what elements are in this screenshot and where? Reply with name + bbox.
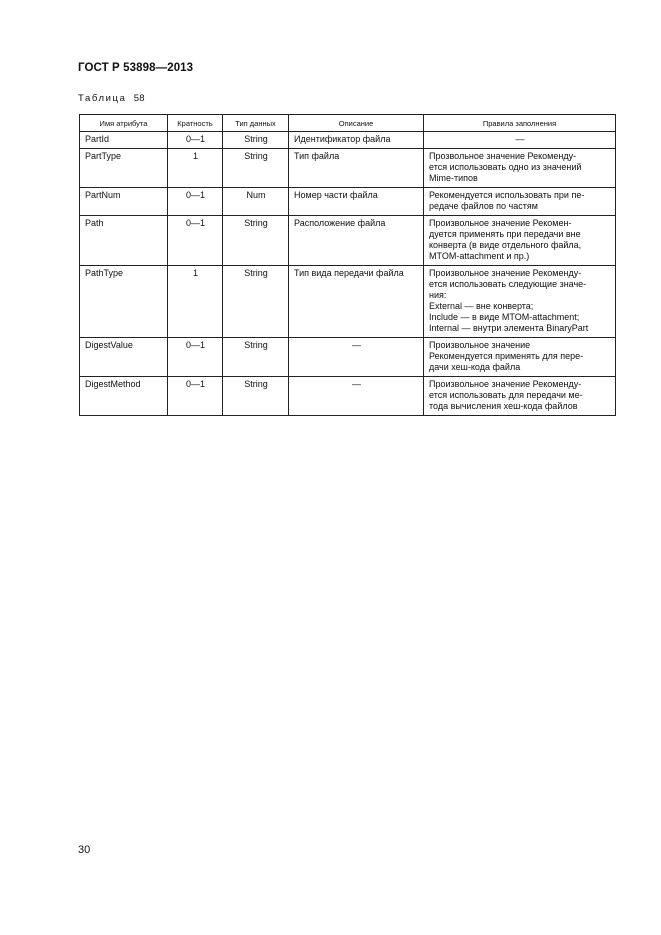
column-header-attribute-name: Имя атрибута [80,115,168,132]
table-row [80,149,616,188]
cell-multiplicity: 0—1 [168,132,223,149]
cell-attribute-name: Path [80,216,168,266]
cell-fill-rules [424,188,616,216]
fill-rule-line: Include — в виде MTOM-attachment; [429,312,580,322]
fill-rule-line: Mime-типов [429,173,478,183]
cell-multiplicity: 1 [168,149,223,188]
cell-attribute-name: PathType [80,266,168,338]
cell-data-type: String [223,338,289,377]
cell-fill-rules [424,266,616,338]
fill-rule-line: Произвольное значение Рекоменду- [429,379,582,389]
fill-rule-line: ется использовать для передачи ме- [429,390,583,400]
fill-rule-line: Internal — внутри элемента BinaryPart [429,323,589,333]
table-row [80,132,616,149]
cell-data-type: Num [223,188,289,216]
cell-attribute-name: DigestMethod [80,377,168,416]
cell-description: Тип файла [289,149,424,188]
table-row [80,338,616,377]
column-header-data-type: Тип данных [223,115,289,132]
fill-rule-line: тода вычисления хеш-кода файлов [429,401,578,411]
table-caption-number: 58 [133,93,145,104]
fill-rule-line: дуется применять при передачи вне [429,229,581,239]
cell-data-type: String [223,149,289,188]
fill-rule-line: Прозвольное значение Рекоменду- [429,151,577,161]
cell-data-type: String [223,216,289,266]
fill-rule-line: — [515,134,525,144]
fill-rule-line: ется использовать следующие значе- [429,279,587,289]
table-caption [78,93,145,104]
table-row [80,216,616,266]
table-caption-label: Таблица [78,93,127,104]
fill-rule-line: External — вне конверта; [429,301,534,311]
cell-data-type: String [223,266,289,338]
cell-attribute-name: DigestValue [80,338,168,377]
fill-rule-line: Произвольное значение [429,340,531,350]
fill-rule-line: ется использовать одно из значений [429,162,582,172]
cell-multiplicity: 0—1 [168,216,223,266]
fill-rule-line: MTOM-attachment и пр.) [429,251,530,261]
fill-rule-line: дачи хеш-кода файла [429,362,521,372]
column-header-fill-rules: Правила заполнения [424,115,616,132]
cell-fill-rules [424,216,616,266]
fill-rule-line: конверта (в виде отдельного файла, [429,240,582,250]
table-row [80,188,616,216]
cell-fill-rules [424,338,616,377]
table-row [80,266,616,338]
cell-fill-rules [424,149,616,188]
cell-multiplicity: 0—1 [168,377,223,416]
fill-rule-line: Рекомендуется использовать при пе- [429,190,585,200]
cell-fill-rules [424,377,616,416]
cell-fill-rules [424,132,616,149]
table-header-row [80,115,616,132]
cell-description: — [289,338,424,377]
table-row [80,377,616,416]
cell-data-type: String [223,377,289,416]
cell-multiplicity: 0—1 [168,188,223,216]
cell-attribute-name: PartNum [80,188,168,216]
fill-rule-line: Произвольное значение Рекоменду- [429,268,582,278]
cell-multiplicity: 0—1 [168,338,223,377]
column-header-multiplicity: Кратность [168,115,223,132]
fill-rule-line: Произвольное значение Рекомен- [429,218,572,228]
cell-description: Номер части файла [289,188,424,216]
cell-description: — [289,377,424,416]
page-number: 30 [78,844,91,856]
document-header: ГОСТ Р 53898—2013 [78,62,194,74]
fill-rule-line: Рекомендуется применять для пере- [429,351,584,361]
cell-description: Тип вида передачи файла [289,266,424,338]
cell-multiplicity: 1 [168,266,223,338]
cell-attribute-name: PartId [80,132,168,149]
fill-rule-line: ния: [429,290,447,300]
cell-description: Идентификатор файла [289,132,424,149]
cell-attribute-name: PartType [80,149,168,188]
fill-rule-line: редаче файлов по частям [429,201,538,211]
column-header-description: Описание [289,115,424,132]
cell-data-type: String [223,132,289,149]
cell-description: Расположение файла [289,216,424,266]
table-body [80,132,616,416]
attributes-table [79,114,616,416]
